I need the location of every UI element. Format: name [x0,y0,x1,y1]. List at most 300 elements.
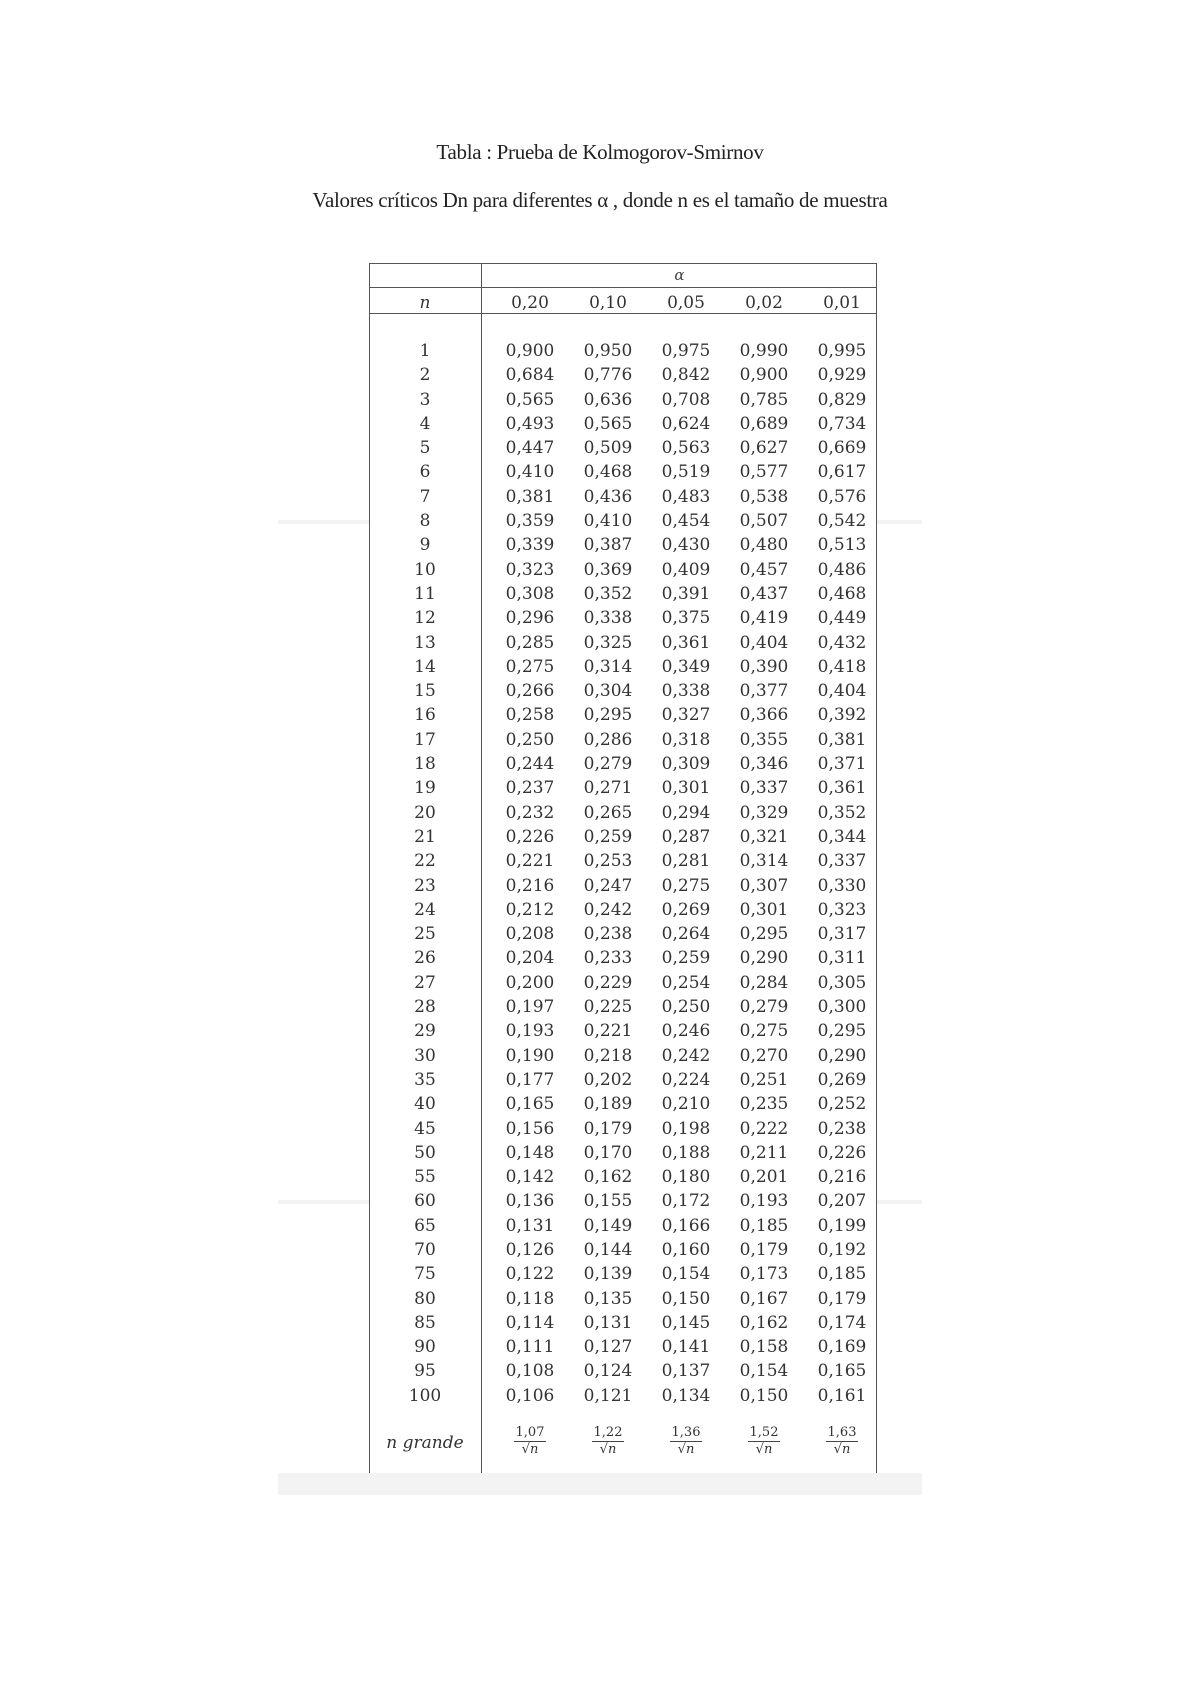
critical-value-cell: 0,144 [583,1239,633,1260]
critical-value-cell: 0,139 [583,1264,633,1285]
critical-value-cell: 0,124 [583,1361,633,1382]
large-n-formula: $\frac{1,07}{√n}$ [515,1425,545,1457]
n-cell: 16 [414,705,436,726]
critical-value-cell: 0,174 [817,1312,867,1333]
critical-value-cell: 0,392 [817,705,867,726]
large-n-formula: $\frac{1,36}{√n}$ [671,1425,701,1457]
critical-value-cell: 0,295 [739,924,789,945]
critical-value-cell: 0,251 [739,1069,789,1090]
critical-value-cell: 0,106 [505,1385,555,1406]
critical-value-cell: 0,189 [583,1094,633,1115]
alpha-col-header: 0,05 [667,293,705,313]
critical-value-cell: 0,131 [505,1215,555,1236]
critical-value-cell: 0,193 [505,1021,555,1042]
large-n-row [369,1423,877,1467]
critical-value-cell: 0,410 [583,511,633,532]
critical-value-cell: 0,785 [739,389,789,410]
critical-value-cell: 0,509 [583,438,633,459]
table-row [369,946,877,970]
critical-value-cell: 0,387 [583,535,633,556]
critical-value-cell: 0,419 [739,608,789,629]
large-n-label: n grande [386,1433,464,1453]
table-row [369,825,877,849]
critical-value-cell: 0,627 [739,438,789,459]
n-cell: 10 [414,559,436,580]
critical-value-cell: 0,371 [817,754,867,775]
critical-value-cell: 0,295 [817,1021,867,1042]
alpha-col-header: 0,20 [511,293,549,313]
critical-value-cell: 0,259 [661,948,711,969]
critical-value-cell: 0,519 [661,462,711,483]
n-cell: 13 [414,632,436,653]
critical-value-cell: 0,212 [505,899,555,920]
critical-value-cell: 0,122 [505,1264,555,1285]
table-row [369,1262,877,1286]
n-cell: 30 [414,1045,436,1066]
critical-value-cell: 0,565 [505,389,555,410]
critical-value-cell: 0,410 [505,462,555,483]
critical-value-cell: 0,366 [739,705,789,726]
critical-value-cell: 0,563 [661,438,711,459]
critical-value-cell: 0,121 [583,1385,633,1406]
critical-value-cell: 0,193 [739,1191,789,1212]
critical-value-cell: 0,314 [583,656,633,677]
critical-value-cell: 0,684 [505,365,555,386]
table-row [369,1214,877,1238]
critical-value-cell: 0,242 [583,899,633,920]
n-cell: 15 [414,681,436,702]
n-cell: 8 [419,511,431,532]
critical-value-cell: 0,409 [661,559,711,580]
critical-value-cell: 0,279 [739,997,789,1018]
critical-value-cell: 0,216 [505,875,555,896]
critical-value-cell: 0,355 [739,729,789,750]
critical-value-cell: 0,221 [583,1021,633,1042]
critical-value-cell: 0,513 [817,535,867,556]
critical-value-cell: 0,390 [739,656,789,677]
critical-value-cell: 0,279 [583,754,633,775]
critical-value-cell: 0,166 [661,1215,711,1236]
critical-value-cell: 0,990 [739,341,789,361]
critical-value-cell: 0,250 [661,997,711,1018]
table-row [369,655,877,679]
critical-value-cell: 0,447 [505,438,555,459]
n-cell: 75 [414,1264,436,1285]
critical-value-cell: 0,457 [739,559,789,580]
critical-value-cell: 0,636 [583,389,633,410]
critical-value-cell: 0,454 [661,511,711,532]
table-row [369,1165,877,1189]
critical-value-cell: 0,449 [817,608,867,629]
table-row [369,1068,877,1092]
critical-value-cell: 0,224 [661,1069,711,1090]
critical-value-cell: 0,337 [817,851,867,872]
critical-value-cell: 0,381 [817,729,867,750]
n-cell: 40 [414,1094,436,1115]
critical-value-cell: 0,329 [739,802,789,823]
critical-value-cell: 0,204 [505,948,555,969]
critical-value-cell: 0,247 [583,875,633,896]
table-row [369,752,877,776]
critical-value-cell: 0,339 [505,535,555,556]
critical-value-cell: 0,172 [661,1191,711,1212]
page-title: Tabla : Prueba de Kolmogorov-Smirnov [436,140,764,164]
critical-value-cell: 0,287 [661,826,711,847]
critical-value-cell: 0,305 [817,972,867,993]
critical-value-cell: 0,244 [505,754,555,775]
critical-value-cell: 0,197 [505,997,555,1018]
table-row [369,436,877,460]
n-cell: 18 [414,754,436,775]
n-cell: 4 [419,413,431,434]
critical-value-cell: 0,269 [817,1069,867,1090]
n-cell: 29 [414,1021,436,1042]
critical-value-cell: 0,145 [661,1312,711,1333]
critical-value-cell: 0,929 [817,365,867,386]
critical-value-cell: 0,352 [817,802,867,823]
table-row [369,971,877,995]
critical-value-cell: 0,436 [583,486,633,507]
critical-value-cell: 0,158 [739,1337,789,1358]
critical-value-cell: 0,323 [505,559,555,580]
table-row [369,460,877,484]
table-body [369,339,877,1408]
table-row [369,1335,877,1359]
critical-value-cell: 0,301 [739,899,789,920]
critical-value-cell: 0,165 [505,1094,555,1115]
table-top-rule [369,263,877,264]
critical-value-cell: 0,829 [817,389,867,410]
ks-critical-values-table [369,263,877,1473]
critical-value-cell: 0,708 [661,389,711,410]
critical-value-cell: 0,108 [505,1361,555,1382]
critical-value-cell: 0,734 [817,413,867,434]
critical-value-cell: 0,270 [739,1045,789,1066]
critical-value-cell: 0,200 [505,972,555,993]
critical-value-cell: 0,179 [739,1239,789,1260]
critical-value-cell: 0,486 [817,559,867,580]
table-row [369,1092,877,1116]
critical-value-cell: 0,281 [661,851,711,872]
critical-value-cell: 0,126 [505,1239,555,1260]
alpha-rule [369,287,877,288]
critical-value-cell: 0,325 [583,632,633,653]
critical-value-cell: 0,361 [661,632,711,653]
critical-value-cell: 0,210 [661,1094,711,1115]
critical-value-cell: 0,127 [583,1337,633,1358]
critical-value-cell: 0,294 [661,802,711,823]
critical-value-cell: 0,142 [505,1167,555,1188]
critical-value-cell: 0,208 [505,924,555,945]
critical-value-cell: 0,483 [661,486,711,507]
critical-value-cell: 0,381 [505,486,555,507]
critical-value-cell: 0,344 [817,826,867,847]
critical-value-cell: 0,377 [739,681,789,702]
table-row [369,1384,877,1408]
critical-value-cell: 0,304 [583,681,633,702]
critical-value-cell: 0,468 [583,462,633,483]
table-row [369,631,877,655]
critical-value-cell: 0,237 [505,778,555,799]
critical-value-cell: 0,330 [817,875,867,896]
critical-value-cell: 0,180 [661,1167,711,1188]
critical-value-cell: 0,275 [661,875,711,896]
critical-value-cell: 0,995 [817,341,867,361]
table-row [369,1019,877,1043]
critical-value-cell: 0,222 [739,1118,789,1139]
page-subtitle: Valores críticos Dn para diferentes α , donde n es el tamaño de muestra [312,188,888,212]
critical-value-cell: 0,134 [661,1385,711,1406]
critical-value-cell: 0,776 [583,365,633,386]
critical-value-cell: 0,361 [817,778,867,799]
critical-value-cell: 0,295 [583,705,633,726]
critical-value-cell: 0,338 [661,681,711,702]
critical-value-cell: 0,173 [739,1264,789,1285]
critical-value-cell: 0,507 [739,511,789,532]
critical-value-cell: 0,238 [583,924,633,945]
critical-value-cell: 0,349 [661,656,711,677]
critical-value-cell: 0,617 [817,462,867,483]
n-cell: 55 [414,1167,436,1188]
critical-value-cell: 0,179 [583,1118,633,1139]
critical-value-cell: 0,577 [739,462,789,483]
n-cell: 25 [414,924,436,945]
critical-value-cell: 0,177 [505,1069,555,1090]
table-row [369,1359,877,1383]
critical-value-cell: 0,542 [817,511,867,532]
critical-value-cell: 0,135 [583,1288,633,1309]
table-row [369,801,877,825]
critical-value-cell: 0,216 [817,1167,867,1188]
critical-value-cell: 0,975 [661,341,711,361]
n-cell: 50 [414,1142,436,1163]
critical-value-cell: 0,900 [505,341,555,361]
critical-value-cell: 0,179 [817,1288,867,1309]
critical-value-cell: 0,211 [739,1142,789,1163]
critical-value-cell: 0,136 [505,1191,555,1212]
n-cell: 17 [414,729,436,750]
table-row [369,1189,877,1213]
critical-value-cell: 0,352 [583,583,633,604]
critical-value-cell: 0,201 [739,1167,789,1188]
critical-value-cell: 0,141 [661,1337,711,1358]
critical-value-cell: 0,271 [583,778,633,799]
critical-value-cell: 0,308 [505,583,555,604]
critical-value-cell: 0,246 [661,1021,711,1042]
critical-value-cell: 0,311 [817,948,867,969]
critical-value-cell: 0,430 [661,535,711,556]
n-cell: 100 [408,1385,442,1406]
n-cell: 19 [414,778,436,799]
table-row [369,412,877,436]
critical-value-cell: 0,689 [739,413,789,434]
critical-value-cell: 0,118 [505,1288,555,1309]
n-cell: 20 [414,802,436,823]
critical-value-cell: 0,265 [583,802,633,823]
critical-value-cell: 0,156 [505,1118,555,1139]
critical-value-cell: 0,300 [817,997,867,1018]
critical-value-cell: 0,137 [661,1361,711,1382]
critical-value-cell: 0,296 [505,608,555,629]
critical-value-cell: 0,202 [583,1069,633,1090]
critical-value-cell: 0,432 [817,632,867,653]
critical-value-cell: 0,154 [739,1361,789,1382]
critical-value-cell: 0,162 [739,1312,789,1333]
alpha-col-header: 0,02 [745,293,783,313]
critical-value-cell: 0,167 [739,1288,789,1309]
alpha-col-header: 0,10 [589,293,627,313]
critical-value-cell: 0,314 [739,851,789,872]
table-row [369,922,877,946]
critical-value-cell: 0,327 [661,705,711,726]
critical-value-cell: 0,538 [739,486,789,507]
critical-value-cell: 0,207 [817,1191,867,1212]
critical-value-cell: 0,301 [661,778,711,799]
table-row [369,363,877,387]
critical-value-cell: 0,185 [817,1264,867,1285]
table-row [369,1141,877,1165]
table-row [369,874,877,898]
alpha-header: α [674,266,685,284]
table-row [369,776,877,800]
critical-value-cell: 0,242 [661,1045,711,1066]
critical-value-cell: 0,259 [583,826,633,847]
critical-value-cell: 0,900 [739,365,789,386]
critical-value-cell: 0,266 [505,681,555,702]
critical-value-cell: 0,199 [817,1215,867,1236]
n-header: n [419,293,431,313]
critical-value-cell: 0,309 [661,754,711,775]
table-row [369,679,877,703]
critical-value-cell: 0,218 [583,1045,633,1066]
critical-value-cell: 0,226 [817,1142,867,1163]
critical-value-cell: 0,161 [817,1385,867,1406]
critical-value-cell: 0,275 [739,1021,789,1042]
table-row [369,898,877,922]
critical-value-cell: 0,111 [505,1337,555,1358]
critical-value-cell: 0,275 [505,656,555,677]
critical-value-cell: 0,576 [817,486,867,507]
critical-value-cell: 0,253 [583,851,633,872]
critical-value-cell: 0,150 [739,1385,789,1406]
table-row [369,995,877,1019]
critical-value-cell: 0,226 [505,826,555,847]
critical-value-cell: 0,252 [817,1094,867,1115]
critical-value-cell: 0,154 [661,1264,711,1285]
n-cell: 7 [419,486,431,507]
n-cell: 12 [414,608,436,629]
critical-value-cell: 0,162 [583,1167,633,1188]
critical-value-cell: 0,188 [661,1142,711,1163]
critical-value-cell: 0,285 [505,632,555,653]
critical-value-cell: 0,232 [505,802,555,823]
critical-value-cell: 0,221 [505,851,555,872]
n-cell: 2 [419,365,431,386]
large-n-formula: $\frac{1,63}{√n}$ [827,1425,857,1457]
n-cell: 21 [414,826,436,847]
alpha-col-header: 0,01 [823,293,861,313]
n-cell: 26 [414,948,436,969]
n-cell: 24 [414,899,436,920]
critical-value-cell: 0,437 [739,583,789,604]
critical-value-cell: 0,669 [817,438,867,459]
table-row [369,485,877,509]
critical-value-cell: 0,170 [583,1142,633,1163]
n-cell: 6 [419,462,431,483]
critical-value-cell: 0,198 [661,1118,711,1139]
critical-value-cell: 0,950 [583,341,633,361]
table-row [369,728,877,752]
critical-value-cell: 0,149 [583,1215,633,1236]
critical-value-cell: 0,284 [739,972,789,993]
n-cell: 80 [414,1288,436,1309]
critical-value-cell: 0,114 [505,1312,555,1333]
table-row [369,558,877,582]
n-cell: 45 [414,1118,436,1139]
table-row [369,1117,877,1141]
critical-value-cell: 0,369 [583,559,633,580]
critical-value-cell: 0,375 [661,608,711,629]
critical-value-cell: 0,160 [661,1239,711,1260]
n-cell: 22 [414,851,436,872]
large-n-formula: $\frac{1,22}{√n}$ [593,1425,623,1457]
n-cell: 9 [419,535,431,556]
critical-value-cell: 0,391 [661,583,711,604]
n-cell: 23 [414,875,436,896]
critical-value-cell: 0,238 [817,1118,867,1139]
critical-value-cell: 0,404 [739,632,789,653]
critical-value-cell: 0,346 [739,754,789,775]
critical-value-cell: 0,338 [583,608,633,629]
n-cell: 5 [419,438,431,459]
table-row [369,1287,877,1311]
critical-value-cell: 0,169 [817,1337,867,1358]
critical-value-cell: 0,359 [505,511,555,532]
table-row [369,1044,877,1068]
n-cell: 95 [414,1361,436,1382]
critical-value-cell: 0,624 [661,413,711,434]
table-row [369,533,877,557]
table-row [369,606,877,630]
critical-value-cell: 0,190 [505,1045,555,1066]
header-row [369,291,877,315]
critical-value-cell: 0,404 [817,681,867,702]
n-cell: 60 [414,1191,436,1212]
critical-value-cell: 0,269 [661,899,711,920]
n-cell: 14 [414,656,436,677]
n-cell: 65 [414,1215,436,1236]
critical-value-cell: 0,842 [661,365,711,386]
table-row [369,509,877,533]
critical-value-cell: 0,337 [739,778,789,799]
n-cell: 1 [419,341,431,361]
critical-value-cell: 0,264 [661,924,711,945]
critical-value-cell: 0,155 [583,1191,633,1212]
critical-value-cell: 0,131 [583,1312,633,1333]
n-cell: 27 [414,972,436,993]
critical-value-cell: 0,225 [583,997,633,1018]
critical-value-cell: 0,565 [583,413,633,434]
critical-value-cell: 0,233 [583,948,633,969]
scan-shade-bottom [278,1473,922,1495]
table-row [369,703,877,727]
large-n-formula: $\frac{1,52}{√n}$ [749,1425,779,1457]
critical-value-cell: 0,286 [583,729,633,750]
table-row [369,339,877,363]
table-row [369,1238,877,1262]
critical-value-cell: 0,229 [583,972,633,993]
critical-value-cell: 0,290 [817,1045,867,1066]
